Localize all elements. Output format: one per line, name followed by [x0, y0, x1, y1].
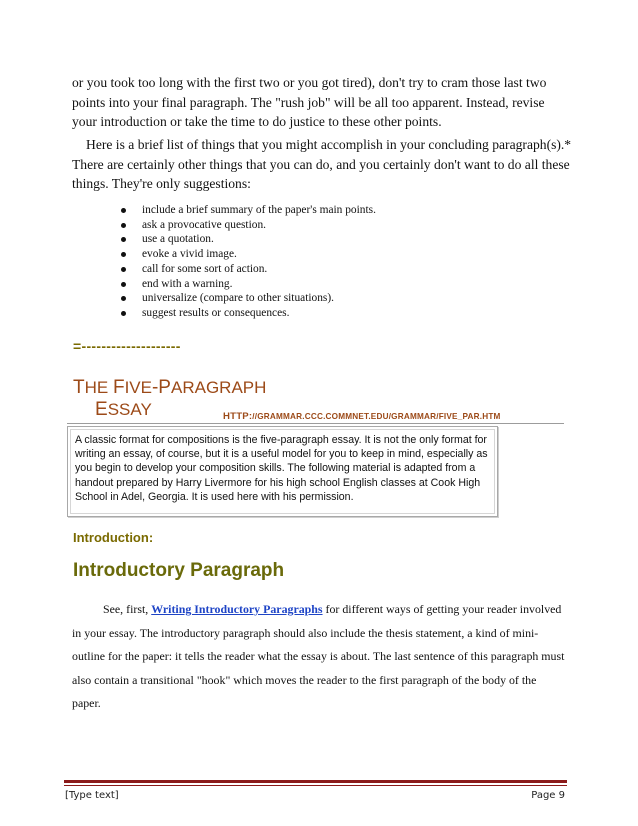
writing-intro-paragraphs-link[interactable]: Writing Introductory Paragraphs	[151, 602, 323, 616]
heading-smallcaps: IVE	[124, 378, 152, 397]
body-paragraph-list-intro	[72, 135, 572, 194]
bullet-icon	[121, 296, 126, 301]
bullet-icon	[121, 311, 126, 316]
list-item	[120, 262, 376, 277]
list-item-text: use a quotation.	[142, 233, 214, 246]
suggestions-list	[120, 203, 376, 321]
list-item	[120, 203, 376, 218]
bullet-icon	[121, 237, 126, 242]
body-paragraph-top: or you took too long with the first two or you got tired), don't try to cram those last two points into your final paragraph. The "rush job" will be all too apparent. Instead, revise your introduction or take the time to do justice to these other points.	[72, 75, 547, 129]
heading-divider	[67, 423, 564, 424]
list-item-text: ask a provocative question.	[142, 218, 266, 231]
list-item-text: end with a warning.	[142, 277, 233, 290]
url-rest: //GRAMMAR.CCC.COMMNET.EDU/GRAMMAR/FIVE_PAR.HTM	[252, 412, 501, 421]
introductory-paragraph-heading: Introductory Paragraph	[73, 560, 285, 581]
list-item	[120, 306, 376, 321]
bullet-icon	[121, 267, 126, 272]
footer-placeholder-text: [Type text]	[65, 790, 119, 801]
heading-cap: T	[73, 377, 85, 398]
bullet-icon	[121, 208, 126, 213]
heading-cap: -P	[151, 377, 171, 398]
source-url	[223, 407, 501, 427]
introduction-body	[72, 598, 568, 716]
heading-smallcaps: ARAGRAPH	[170, 378, 267, 397]
bullet-icon	[121, 252, 126, 257]
bullet-icon	[121, 282, 126, 287]
list-item	[120, 247, 376, 262]
list-item-text: evoke a vivid image.	[142, 248, 237, 261]
callout-box	[67, 426, 498, 517]
list-item	[120, 218, 376, 233]
intro-text-before: See, first,	[103, 602, 152, 616]
list-item-text: suggest results or consequences.	[142, 306, 290, 319]
footer-rule-thick	[64, 780, 567, 783]
page-number: Page 9	[531, 790, 565, 801]
list-item	[120, 291, 376, 306]
heading-cap: E	[95, 399, 108, 420]
intro-text-after: for different ways of getting your reader involved in your essay. The introductory paragraph should also include the thesis statement, a kind of mini-outline for the paper: it tells the reader what the essay is about. The last sentence of this paragraph must also contain a transitional "hook" which moves the reader to the first paragraph of the body of the paper.	[72, 602, 565, 711]
list-item-text: call for some sort of action.	[142, 262, 268, 275]
heading-smallcaps: SSAY	[107, 400, 152, 419]
list-intro-text: Here is a brief list of things that you might accomplish in your concluding paragraph(s).* There are certainly other things that you can do, and you certainly don't want to do all these things. They're only suggestions:	[72, 137, 572, 191]
heading-cap: F	[112, 377, 125, 398]
url-prefix: HTTP:	[223, 411, 253, 422]
list-item	[120, 232, 376, 247]
list-item-text: universalize (compare to other situations).	[142, 292, 334, 305]
heading-smallcaps: HE	[84, 378, 109, 397]
separator-line: =--------------------	[73, 338, 181, 354]
list-item	[120, 277, 376, 292]
bullet-icon	[121, 223, 126, 228]
section-heading	[73, 377, 501, 422]
callout-text: A classic format for compositions is the five-paragraph essay. It is not the only format for writing an essay, of course, but it is a useful model for you to keep in mind, especially as you begin to develop your composition skills. The following material is adapted from a handout prepared by Harry Livermore for his high school English classes at Cook High School in Adel, Georgia. It is used here with his permission.	[70, 429, 495, 514]
heading-line-1	[73, 378, 266, 398]
footer-rule-thin	[64, 785, 567, 786]
introduction-label: Introduction:	[73, 530, 154, 545]
heading-line-2	[95, 399, 501, 422]
list-item-text: include a brief summary of the paper's main points.	[142, 204, 376, 216]
